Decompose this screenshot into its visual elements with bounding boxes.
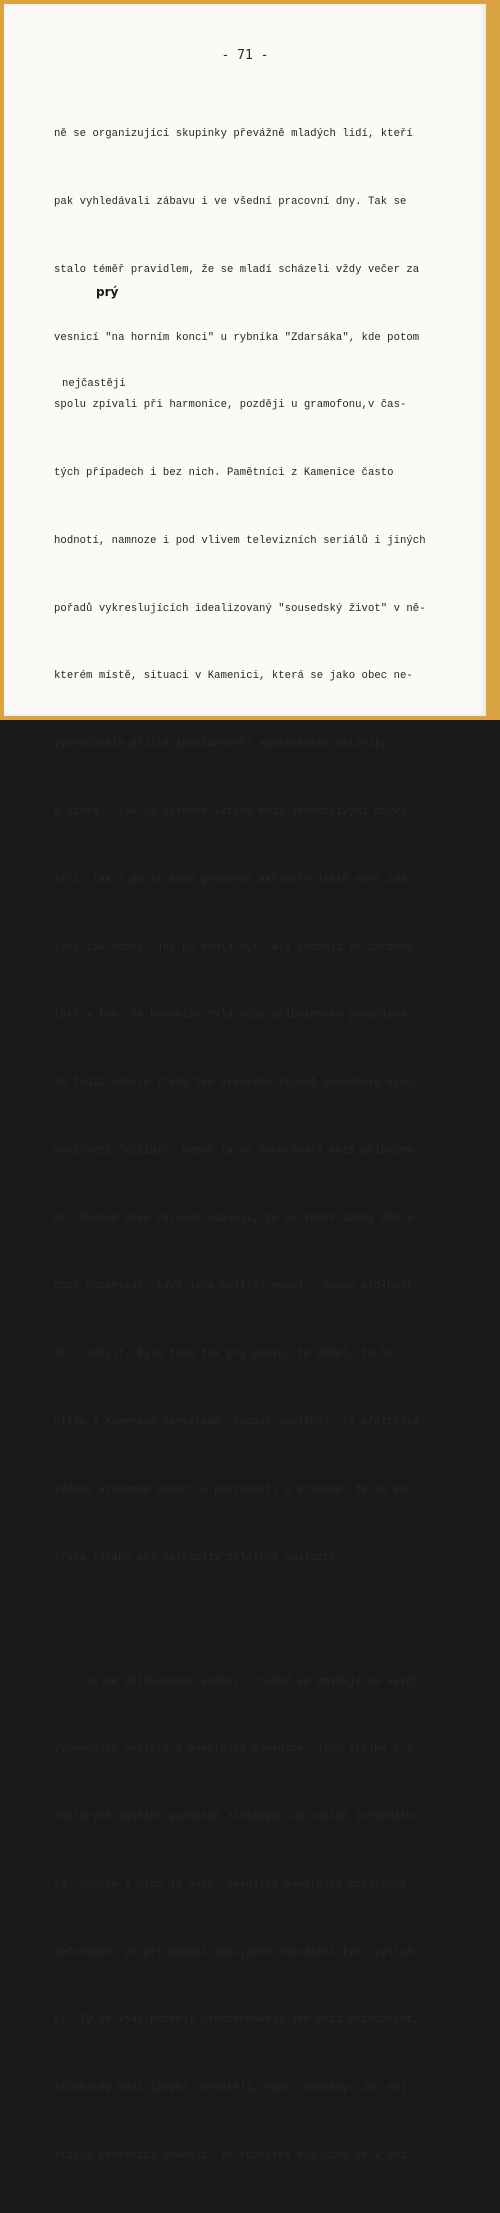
text-line: starší pamětníci uvádějí, že roznáška výslužky se v dří-	[54, 2150, 413, 2163]
text-line: vesnicí "na horním konci" u rybníka "Zdarsáka", kde potom	[54, 331, 420, 344]
text-line: moci/mezi "cizími", neboť ta se odehrávala mezi příbuzný-	[54, 1144, 420, 1157]
text-line: obci nezamykal, když jeho majitel musel - nucen okolnost-	[54, 1280, 420, 1293]
text-line: výpovědích některé z pamětníků Kamenice, jsou zřejmé i z	[54, 1743, 413, 1756]
text-line: teli, tak i po stránce pracovní aktivity ještě není zda-	[54, 873, 413, 886]
text-line: vědomí vzájemné pomoci a povinnosti v případě, že je po-	[54, 1483, 413, 1496]
text-line: a která jak po stránce vztahů mezi jednotlivými obyva-	[54, 806, 413, 818]
text-line: třeba zásahu při jakékoliv zvláštní události.	[54, 1551, 343, 1564]
page-number: - 71 -	[221, 48, 269, 63]
text-line: kterém místě, situaci v Kamenici, která se jako obec ne-	[54, 670, 413, 683]
text-line: vyznačovala příliš spontánností společenské aktivity	[54, 738, 388, 751]
handwritten-insertion: prý	[96, 285, 119, 299]
document-page	[4, 4, 486, 2163]
text-line: hodnotí, namnoze i pod vlivem televizních seriálů i jiných	[54, 534, 426, 547]
text-line: spolu zpívali při harmonice, později u gramofonu,v čas-	[54, 399, 407, 412]
text-line: informace, že při domácí zabíjačce roznášeli tzv. výsluž-	[54, 1946, 420, 1959]
text-line: také v tom, že Kamenice byla vždy příbuzensky propojena,	[54, 1009, 413, 1022]
text-line: tých případech i bez nich. Pamětníci z Kamenice často	[54, 467, 394, 480]
text-line: že tudíž nebylo třeba tak vysokého stupně sousedské výpo-	[54, 1077, 420, 1090]
text-line: Silné příbuzenské vazby, o nichž se zmiňují ve svých	[54, 1675, 420, 1688]
text-line: nikdo z Kamenice nevykrade. Naopak spoléhal, že přetrvává	[54, 1416, 420, 1429]
text-line: leka tak dobrá, jak by mohla být. Ale shodují se zároveň	[54, 941, 413, 954]
text-line: stalo téměř pravidlem, že se mladí scházeli vždy večer za	[54, 263, 420, 276]
text-line: mi - odejít. Bylo tomu tak prý proto, že věděl, že ho	[54, 1348, 394, 1361]
paragraph-gap	[54, 1614, 474, 1625]
text-line: mi. Shodně však zároveň udávají, že se téměř žádný dům v	[54, 1212, 413, 1225]
interlinear-insertion: nejčastěji	[62, 378, 126, 390]
text-line: ky. Ty se však později uskutečňovaly jen mezi příbuznými,	[54, 2014, 420, 2027]
text-line: pořadů vykreslujících idealizovaný "sousedský život" v ně-	[54, 602, 426, 615]
body-text	[54, 78, 474, 2213]
text-line: některých dalších poznatků získaných od našich informáto-	[54, 1811, 420, 1824]
text-line: ně se organizující skupinky převážně mladých lidí, kteří	[54, 128, 413, 141]
text-line: rů. Jedním z nich je např. několika pamětníky potvrzená	[54, 1878, 407, 1891]
text-line: pak vyhledávali zábavu i ve všední pracovní dny. Tak se	[54, 195, 407, 208]
text-line: zřídkakdy mezi jinými obyvateli, např. sousedy. Jen nej-	[54, 2082, 413, 2095]
